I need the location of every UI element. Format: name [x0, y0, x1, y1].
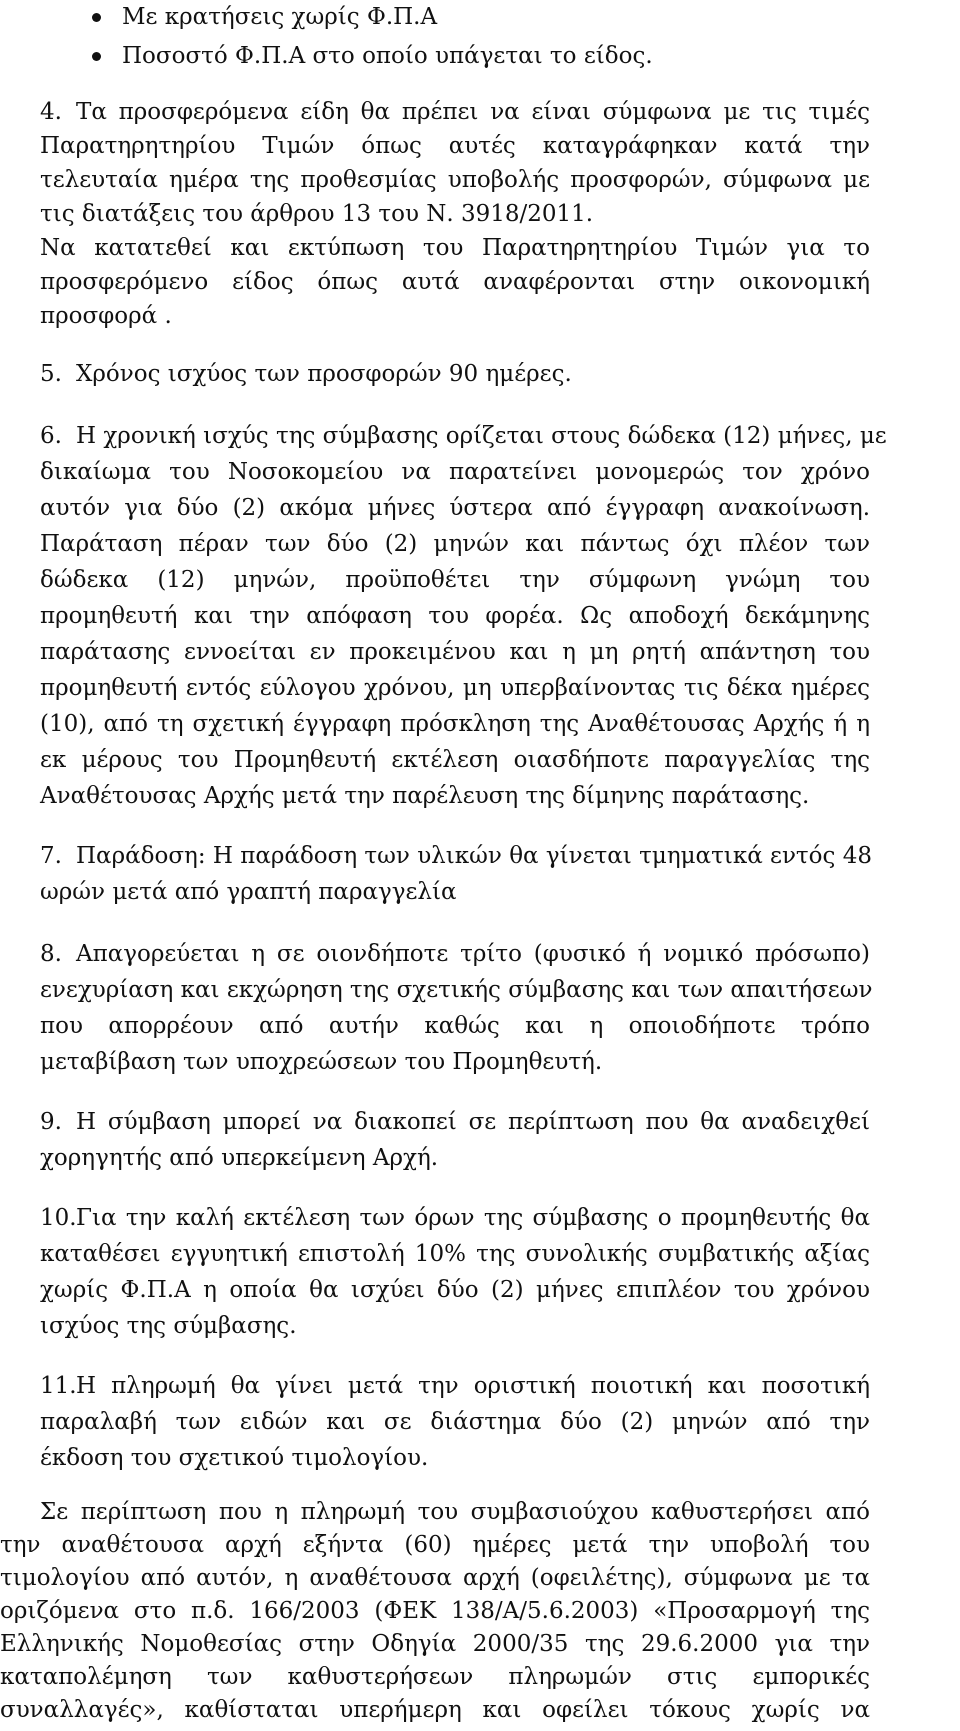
item-line: δώδεκα (12) μηνών, προϋποθέτει την σύμφωνη γνώμη του — [40, 567, 870, 593]
item-line: Απαγορεύεται η σε οιονδήποτε τρίτο (φυσικό ή νομικό πρόσωπο) — [76, 941, 870, 967]
item-line: Χρόνος ισχύος των προσφορών 90 ημέρες. — [76, 361, 572, 387]
item-line: προμηθευτή και την απόφαση του φορέα. Ως αποδοχή δεκάμηνης — [40, 603, 870, 629]
bullet-dot — [92, 13, 101, 22]
item-line: προσφορά . — [40, 303, 172, 329]
paragraph-line: τιμολογίου από αυτόν, η αναθέτουσα αρχή (οφειλέτης), σύμφωνα με τα — [0, 1565, 870, 1591]
item-number: 5. — [40, 361, 62, 387]
bullet-text: Ποσοστό Φ.Π.Α στο οποίο υπάγεται το είδος. — [122, 43, 653, 69]
paragraph-line: καταπολέμηση των καθυστερήσεων πληρωμών στις εμπορικές — [0, 1664, 870, 1690]
item-line: Παράταση πέραν των δύο (2) μηνών και πάντως όχι πλέον των — [40, 531, 870, 557]
paragraph-line: οριζόμενα στο π.δ. 166/2003 (ΦΕΚ 138/Α/5.6.2003) «Προσαρμογή της — [0, 1598, 870, 1624]
bullet-text: Με κρατήσεις χωρίς Φ.Π.Α — [122, 4, 438, 30]
item-line: ωρών μετά από γραπτή παραγγελία — [40, 879, 457, 905]
item-line: Η χρονική ισχύς της σύμβασης ορίζεται στους δώδεκα (12) μήνες, με — [76, 423, 887, 449]
bullet-dot — [92, 52, 101, 61]
item-line: Παράδοση: Η παράδοση των υλικών θα γίνεται τμηματικά εντός 48 — [76, 843, 872, 869]
item-number: 11. — [40, 1373, 77, 1399]
item-line: τις διατάξεις του άρθρου 13 του Ν. 3918/2011. — [40, 201, 594, 227]
item-line: Παρατηρητηρίου Τιμών όπως αυτές καταγράφηκαν κατά την — [40, 133, 870, 159]
paragraph-line: συναλλαγές», καθίσταται υπερήμερη και οφείλει τόκους χωρίς να — [0, 1697, 870, 1723]
item-line: αυτόν για δύο (2) ακόμα μήνες ύστερα από έγγραφη ανακοίνωση. — [40, 495, 870, 521]
item-number: 9. — [40, 1109, 62, 1135]
item-number: 10. — [40, 1205, 77, 1231]
item-number: 4. — [40, 99, 62, 125]
item-line: μεταβίβαση των υποχρεώσεων του Προμηθευτή. — [40, 1049, 603, 1075]
paragraph-line: Σε περίπτωση που η πληρωμή του συμβασιούχου καθυστερήσει από — [40, 1499, 870, 1525]
item-line: παράτασης εννοείται εν προκειμένου και η μη ρητή απάντηση του — [40, 639, 870, 665]
item-line: εκ μέρους του Προμηθευτή εκτέλεση οιασδήποτε παραγγελίας της — [40, 747, 870, 773]
item-line: (10), από τη σχετική έγγραφη πρόσκληση της Αναθέτουσας Αρχής ή η — [40, 711, 870, 737]
item-line: Η σύμβαση μπορεί να διακοπεί σε περίπτωση που θα αναδειχθεί — [76, 1109, 870, 1135]
item-line: προμηθευτή εντός εύλογου χρόνου, μη υπερβαίνοντας τις δέκα ημέρες — [40, 675, 870, 701]
paragraph-line: την αναθέτουσα αρχή εξήντα (60) ημέρες μετά την υποβολή του — [0, 1532, 870, 1558]
paragraph-line: Ελληνικής Νομοθεσίας στην Οδηγία 2000/35 της 29.6.2000 για την — [0, 1631, 870, 1657]
item-line: Η πληρωμή θα γίνει μετά την οριστική ποιοτική και ποσοτική — [76, 1373, 870, 1399]
item-line: χορηγητής από υπερκείμενη Αρχή. — [40, 1145, 439, 1171]
item-line: Για την καλή εκτέλεση των όρων της σύμβασης ο προμηθευτής θα — [76, 1205, 870, 1231]
item-line: ενεχυρίαση και εκχώρηση της σχετικής σύμβασης και των απαιτήσεων — [40, 977, 873, 1003]
item-line: δικαίωμα του Νοσοκομείου να παρατείνει μονομερώς τον χρόνο — [40, 459, 870, 485]
item-line: Τα προσφερόμενα είδη θα πρέπει να είναι σύμφωνα με τις τιμές — [76, 99, 870, 125]
item-line: έκδοση του σχετικού τιμολογίου. — [40, 1445, 429, 1471]
item-line: Να κατατεθεί και εκτύπωση του Παρατηρητηρίου Τιμών για το — [40, 235, 870, 261]
item-number: 8. — [40, 941, 62, 967]
item-line: παραλαβή των ειδών και σε διάστημα δύο (2) μηνών από την — [40, 1409, 870, 1435]
item-line: χωρίς Φ.Π.Α η οποία θα ισχύει δύο (2) μήνες επιπλέον του χρόνου — [40, 1277, 870, 1303]
item-line: Αναθέτουσας Αρχής μετά την παρέλευση της δίμηνης παράτασης. — [40, 783, 810, 809]
item-line: προσφερόμενο είδος όπως αυτά αναφέρονται στην οικονομική — [40, 269, 870, 295]
item-number: 6. — [40, 423, 62, 449]
item-line: ισχύος της σύμβασης. — [40, 1313, 297, 1339]
item-line: τελευταία ημέρα της προθεσμίας υποβολής προσφορών, σύμφωνα με — [40, 167, 870, 193]
item-line: καταθέσει εγγυητική επιστολή 10% της συνολικής συμβατικής αξίας — [40, 1241, 870, 1267]
item-number: 7. — [40, 843, 62, 869]
item-line: που απορρέουν από αυτήν καθώς και η οποιοδήποτε τρόπο — [40, 1013, 870, 1039]
